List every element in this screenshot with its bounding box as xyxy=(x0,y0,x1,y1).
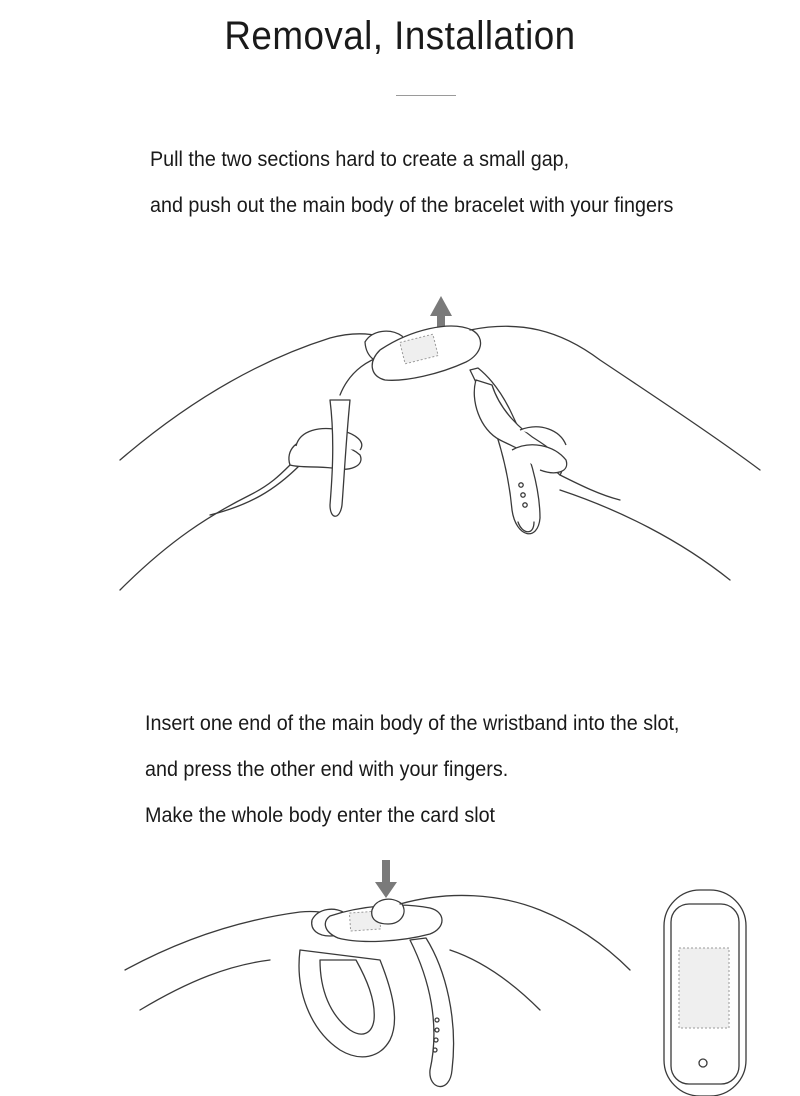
instruction-line: Pull the two sections hard to create a small gap, xyxy=(150,148,570,171)
wristband-front-view xyxy=(664,890,746,1096)
instruction-line: Make the whole body enter the card slot xyxy=(145,804,496,827)
instruction-line: and push out the main body of the bracelet with your fingers xyxy=(150,194,674,217)
removal-illustration xyxy=(0,290,800,620)
instruction-line: Insert one end of the main body of the wristband into the slot, xyxy=(145,712,680,735)
arrow-down-icon xyxy=(375,860,397,898)
removal-instructions xyxy=(150,137,707,229)
title-divider xyxy=(396,95,456,96)
installation-instructions xyxy=(145,701,714,839)
page-title: Removal, Installation xyxy=(224,14,576,58)
installation-illustration xyxy=(0,850,800,1096)
instruction-line: and press the other end with your fingers. xyxy=(145,758,509,781)
